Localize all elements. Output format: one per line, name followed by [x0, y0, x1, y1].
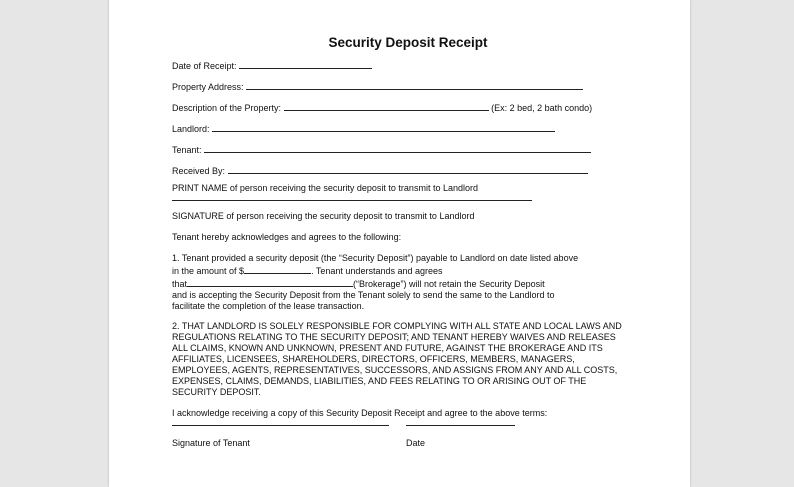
property-address-field[interactable] — [246, 80, 583, 90]
document-page — [109, 0, 690, 487]
clause-1-line-3 — [172, 277, 632, 290]
document-body — [172, 35, 632, 453]
tenant-signature-line[interactable] — [172, 425, 389, 426]
print-name-line[interactable] — [172, 200, 532, 201]
signature-date-label: Date — [406, 438, 426, 448]
description-field[interactable] — [284, 101, 489, 111]
clause-1-line-4: and is accepting the Security Deposit from the Tenant solely to send the same to the Landlord to — [172, 290, 555, 300]
received-by-label: Received By: — [172, 166, 226, 176]
print-name-text: PRINT NAME of person receiving the security deposit to transmit to Landlord — [172, 183, 478, 193]
landlord-label: Landlord: — [172, 124, 210, 134]
clause-2: 2. THAT LANDLORD IS SOLELY RESPONSIBLE FOR COMPLYING WITH ALL STATE AND LOCAL LAWS AND REGULATIONS RELATING TO THE SECURITY DEPOSIT; AND TENANT HEREBY WAIVES AND RELEASES ALL CLAIMS, KNOWN AND UNKNOWN, PRESENT AND FUTURE, AGAINST THE BROKERAGE AND ITS AFFILIATES, LICENSEES, SHAREHOLDERS, DIRECTORS, OFFICERS, MEMBERS, MANAGERS, EMPLOYEES, AGENTS, REPRESENTATIVES, SUCCESSORS, AND ASSIGNS FROM ANY AND ALL COSTS, EXPENSES, CLAIMS, DEMANDS, LIABILITIES, AND FEES RELATING TO OR ARISING OUT OF THE SECURITY DEPOSIT. — [172, 321, 622, 397]
closing-text: I acknowledge receiving a copy of this Security Deposit Receipt and agree to the above terms: — [172, 408, 548, 418]
clause-1-that-text: that — [172, 279, 188, 289]
date-signature-line[interactable] — [406, 425, 515, 426]
clause-1-line-5: facilitate the completion of the lease transaction. — [172, 301, 365, 311]
description-label: Description of the Property: — [172, 103, 282, 113]
deposit-amount-field[interactable] — [244, 264, 311, 274]
tenant-row — [172, 143, 632, 164]
signature-block — [172, 423, 632, 453]
clause-1 — [172, 253, 632, 312]
clause-1-amount-label: in the amount of $ — [172, 266, 245, 276]
landlord-field[interactable] — [212, 122, 555, 132]
clause-1-line-1: 1. Tenant provided a security deposit (the “Security Deposit”) payable to Landlord on date listed above — [172, 253, 579, 263]
clause-1-line-2 — [172, 264, 632, 277]
date-of-receipt-label: Date of Receipt: — [172, 61, 237, 71]
received-by-field[interactable] — [228, 164, 588, 174]
description-hint: (Ex: 2 bed, 2 bath condo) — [491, 103, 593, 113]
signature-of-tenant-label: Signature of Tenant — [172, 438, 250, 448]
property-address-label: Property Address: — [172, 82, 244, 92]
clause-1-agrees-text: . Tenant understands and agrees — [311, 266, 443, 276]
brokerage-name-field[interactable] — [187, 277, 353, 287]
clause-1-brokerage-text: (“Brokerage”) will not retain the Security Deposit — [353, 279, 545, 289]
tenant-field[interactable] — [204, 143, 591, 153]
signature-text: SIGNATURE of person receiving the security deposit to transmit to Landlord — [172, 211, 475, 221]
description-row — [172, 101, 632, 122]
date-of-receipt-field[interactable] — [239, 59, 372, 69]
acknowledge-intro: Tenant hereby acknowledges and agrees to the following: — [172, 232, 402, 242]
document-title: Security Deposit Receipt — [328, 35, 488, 50]
date-of-receipt-row — [172, 59, 632, 80]
landlord-row — [172, 122, 632, 143]
property-address-row — [172, 80, 632, 101]
received-by-row — [172, 164, 632, 183]
tenant-label: Tenant: — [172, 145, 202, 155]
